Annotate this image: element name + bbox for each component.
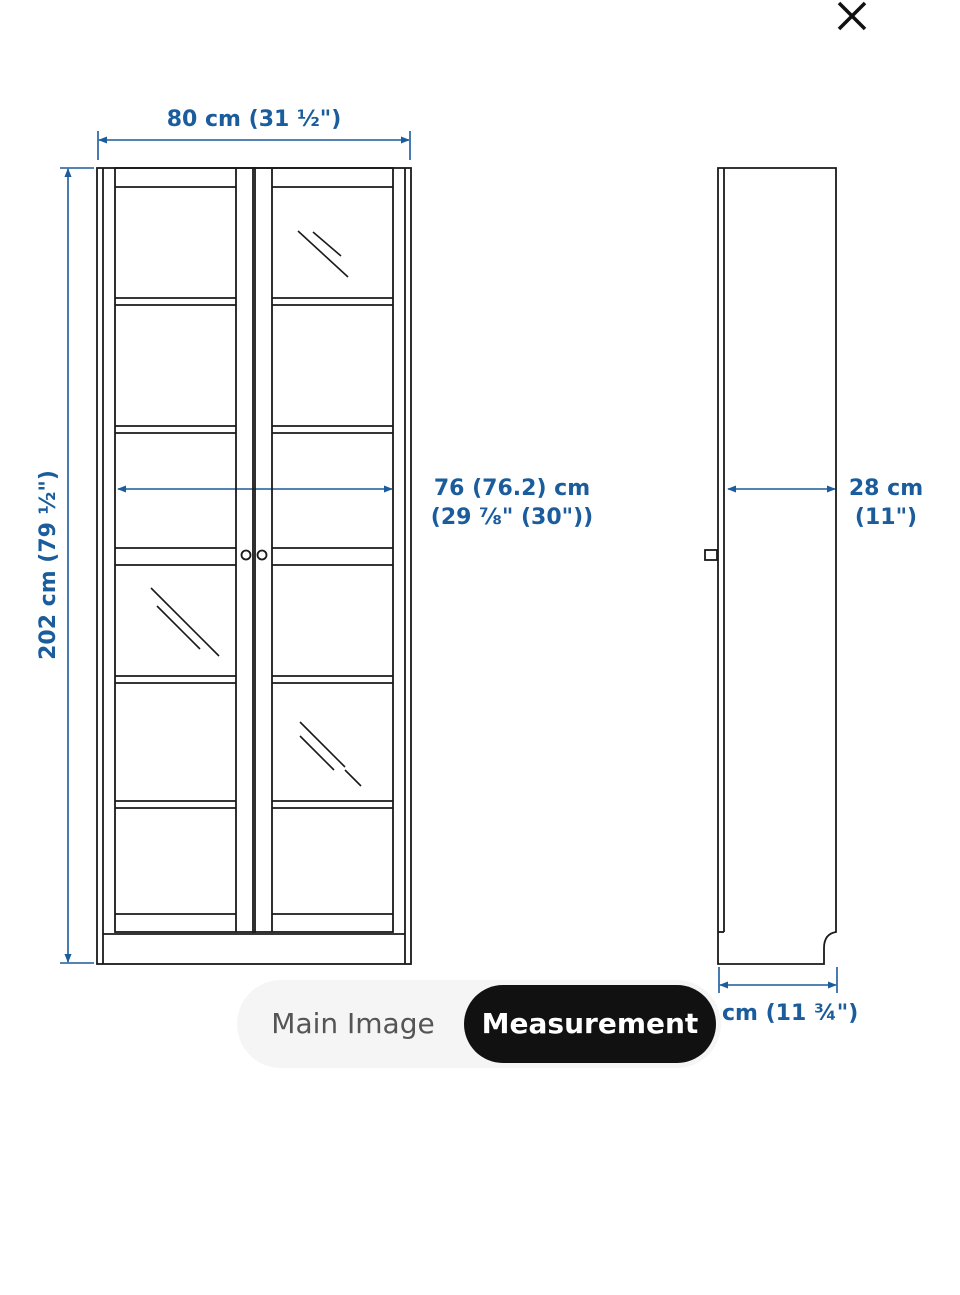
door-knobs (242, 551, 267, 560)
depth-label (838, 474, 934, 532)
width-label: 80 cm (31 ½") (166, 107, 342, 132)
depth-line1: 28 cm (848, 476, 924, 501)
image-view-toggle (237, 980, 721, 1068)
cabinet-side-view (705, 168, 836, 964)
depth-bottom-label: cm (11 ¾") (722, 1001, 859, 1026)
inner-width-label (412, 474, 612, 532)
inner-width-line2: (29 ⅞" (30")) (430, 505, 594, 530)
cabinet-front-view (97, 168, 411, 964)
tab-main-image[interactable]: Main Image (271, 1007, 435, 1040)
tab-measurement[interactable]: Measurement (464, 985, 716, 1063)
cabinet-shelves (115, 298, 393, 808)
dimension-lines (60, 131, 837, 993)
height-label: 202 cm (79 ½") (36, 470, 61, 660)
inner-width-line1: 76 (76.2) cm (433, 476, 591, 501)
depth-line2: (11") (854, 505, 918, 530)
glass-reflections (151, 231, 361, 786)
